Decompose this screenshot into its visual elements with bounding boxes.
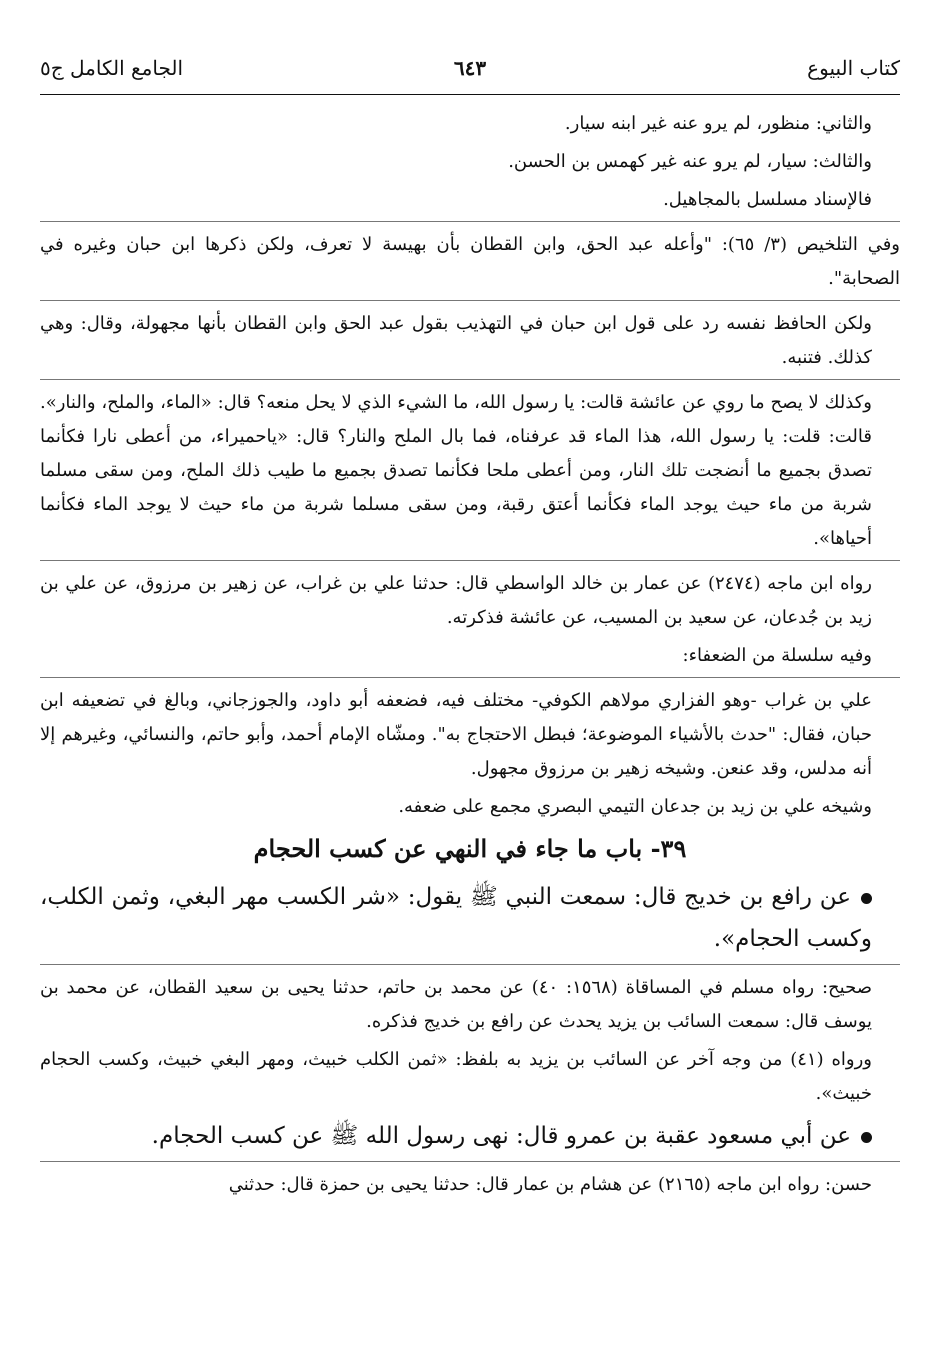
section-divider [40,221,900,222]
section-divider [40,677,900,678]
section-divider [40,379,900,380]
paragraph: وفي التلخيص (٣/ ٦٥): "وأعله عبد الحق، وابن القطان بأن بهيسة لا تعرف، ولكن ذكرها ابن حبان وغيره في الصحابة". [40,234,901,289]
paragraph: والثالث: سيار، لم يرو عنه غير كهمس بن الحسن. [508,151,872,172]
commentary: ورواه (٤١) من وجه آخر عن السائب بن يزيد به بلفظ: «ثمن الكلب خبيث، ومهر البغي خبيث، وكسب الحجام خبيث». [40,1049,872,1104]
hadith-text [40,1115,900,1157]
book-page [40,44,900,1206]
commentary: صحيح: رواه مسلم في المساقاة (١٥٦٨: ٤٠) عن محمد بن حاتم، حدثنا يحيى بن سعيد القطان، عن محمد بن يوسف قال: سمعت السائب بن يزيد يحدث عن رافع بن خديج فذكره. [40,977,872,1032]
paragraph: وفيه سلسلة من الضعفاء: [682,645,872,666]
paragraph: ولكن الحافظ نفسه رد على قول ابن حبان في التهذيب بقول عبد الحق وابن القطان بأنها مجهولة، وقال: وهي كذلك. فتنبه. [40,313,872,368]
paragraph: وكذلك لا يصح ما روي عن عائشة قالت: يا رسول الله، ما الشيء الذي لا يحل منعه؟ قال: «الماء، والملح، والنار». قالت: قلت: يا رسول الله، هذا الماء قد عرفناه، فما بال الملح والنار؟ قال: «ياحميراء، من أعطى نارا فكأنما تصدق بجميع ما أنضجت تلك النار، ومن أعطى ملحا فكأنما تصدق بجميع ما طيب ذلك الملح، ومن سقى مسلما شربة من ماء حيث يوجد الماء فكأنما أعتق رقبة، ومن سقى مسلما شربة من ماء حيث لا يوجد الماء فكأنما أحياها». [40,392,872,549]
hadith-text [40,876,900,960]
paragraph: فالإسناد مسلسل بالمجاهيل. [663,189,872,210]
bullet-icon [861,893,872,904]
page-number: ٦٤٣ [453,56,487,80]
paragraph: والثاني: منظور، لم يرو عنه غير ابنه سيار. [564,113,872,134]
section-divider [40,1161,900,1162]
section-divider [40,300,900,301]
hadith-body: عن أبي مسعود عقبة بن عمرو قال: نهى رسول الله ﷺ عن كسب الحجام. [151,1123,851,1149]
commentary: حسن: رواه ابن ماجه (٢١٦٥) عن هشام بن عمار قال: حدثنا يحيى بن حمزة قال: حدثني [228,1174,872,1195]
chapter-heading: ٣٩- باب ما جاء في النهي عن كسب الحجام [253,834,687,863]
paragraph: وشيخه علي بن زيد بن جدعان التيمي البصري مجمع على ضعفه. [398,796,872,817]
header-rule [40,94,900,95]
book-title: كتاب البيوع [807,56,900,80]
paragraph: علي بن غراب -وهو الفزاري مولاهم الكوفي- مختلف فيه، فضعفه أبو داود، والجوزجاني، وبالغ في تضعيفه ابن حبان، فقال: "حدث بالأشياء الموضوعة؛ فبطل الاحتجاج به". ومشّاه الإمام أحمد، وأبو حاتم، والنسائي، وغيرهم إلا أنه مدلس، وقد عنعن. وشيخه زهير بن مرزوق مجهول. [40,690,872,779]
hadith-body: عن رافع بن خديج قال: سمعت النبي ﷺ يقول: «شر الكسب مهر البغي، وثمن الكلب، وكسب الحجام». [40,884,872,952]
section-divider [40,560,900,561]
paragraph: رواه ابن ماجه (٢٤٧٤) عن عمار بن خالد الواسطي قال: حدثنا علي بن غراب، عن زهير بن مرزوق، عن علي بن زيد بن جُدعان، عن سعيد بن المسيب، عن عائشة فذكرته. [40,573,872,628]
section-divider [40,964,900,965]
bullet-icon [861,1132,872,1143]
volume-title: الجامع الكامل ج٥ [40,56,184,80]
running-head [40,44,900,94]
